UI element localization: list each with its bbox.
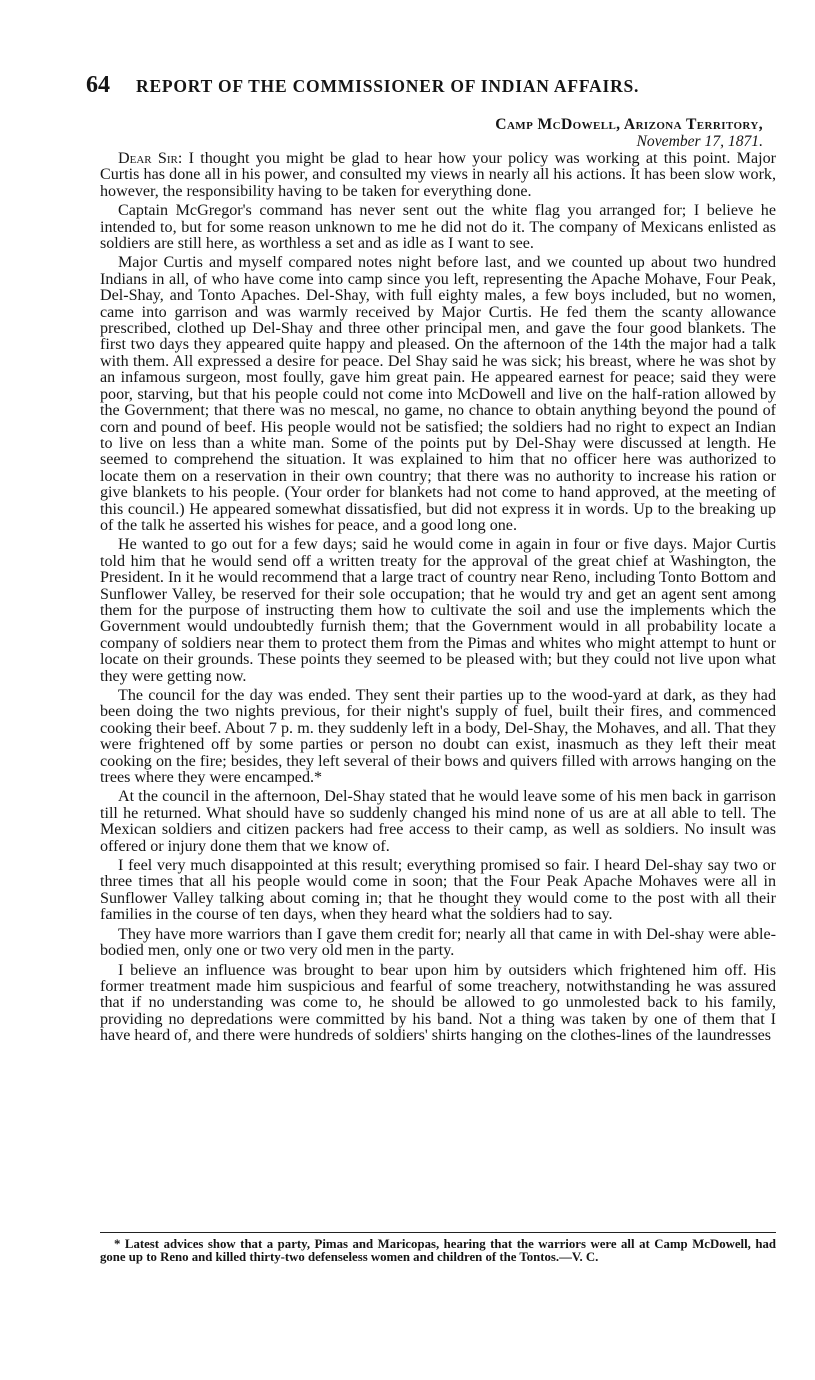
salutation: Dear Sir: xyxy=(118,150,183,167)
body-paragraph: I believe an influence was brought to bear upon him by outsiders which frightened him off. His former treatment made him suspicious and fearful of some treachery, notwithstanding he was assured that if no understanding was come to, he should be allowed to go unmolested back to his family, providing no depredations were committed by his band. Not a thing was taken by one of them that I have heard of, and there were hundreds of soldiers' shirts hanging on the clothes-lines of the laundresses xyxy=(100,961,776,1045)
page-header xyxy=(86,72,776,100)
footnote xyxy=(100,1238,776,1264)
letter-place: Camp McDowell, Arizona Territory, xyxy=(495,116,763,133)
body-paragraph: At the council in the afternoon, Del-Shay stated that he would leave some of his men back in garrison till he returned. What should have so suddenly changed his mind none of us are at all able to tell. The Mexican soldiers and citizen packers had free access to their camp, as well as soldiers. No insult was offered or injury done them that we know of. xyxy=(100,788,776,855)
body-paragraph: The council for the day was ended. They sent their parties up to the wood-yard at dark, as they had been doing the two nights previous, for their night's supply of fuel, built their fires, and commenced cooking their beef. About 7 p. m. they suddenly left in a body, Del-Shay, the Mohaves, and all. That they were frightened off by some parties or person no doubt can exist, inasmuch as they left their meat cooking on the fire; besides, they left several of their bows and quivers filled with arrows hanging on the trees where they were encamped.* xyxy=(100,687,776,787)
body-paragraph: I feel very much disappointed at this result; everything promised so fair. I heard Del-shay say two or three times that all his people would come in soon; that the Four Peak Apache Mohaves were all in Sunflower Valley talking about coming in; that he thought they would come to the post with all their families in the course of ten days, when they heard what the soldiers had to say. xyxy=(100,857,776,924)
footnote-text: * Latest advices show that a party, Pimas and Maricopas, hearing that the warriors were all at Camp McDowell, had gone up to Reno and killed thirty-two defenseless women and children of the Tontos.—V. C. xyxy=(100,1237,776,1264)
page-number: 64 xyxy=(86,72,110,98)
footnote-rule xyxy=(100,1232,776,1233)
running-title: REPORT OF THE COMMISSIONER OF INDIAN AFFAIRS. xyxy=(136,76,640,96)
body-paragraph xyxy=(100,151,776,200)
letter-dateline xyxy=(495,116,763,150)
body-paragraph: They have more warriors than I gave them credit for; nearly all that came in with Del-shay were able-bodied men, only one or two very old men in the party. xyxy=(100,925,776,960)
letter-date: November 17, 1871. xyxy=(636,133,763,150)
letter-body xyxy=(100,151,776,1048)
body-paragraph: He wanted to go out for a few days; said he would come in again in four or five days. Major Curtis told him that he would send off a written treaty for the approval of the great chief at Washington, the President. In it he would recommend that a large tract of country near Reno, including Tonto Bottom and Sunflower Valley, be reserved for their sole occupation; that he would try and get an agent sent among them for the purpose of instructing them how to cultivate the soil and use the implements which the Government would undoubtedly furnish them; that the Government would in all probability locate a company of soldiers near them to protect them from the Pimas and whites who might attempt to hunt or locate on their grounds. These points they seemed to be pleased with; but they could not live upon what they were getting now. xyxy=(100,536,776,685)
body-paragraph: Major Curtis and myself compared notes night before last, and we counted up about two hundred Indians in all, of who have come into camp since you left, representing the Apache Mohave, Four Peak, Del-Shay, and Tonto Apaches. Del-Shay, with full eighty males, a few boys included, but no women, came into garrison and was warmly received by Major Curtis. He fed them the scanty allowance prescribed, clothed up Del-Shay and three other principal men, and gave the four good blankets. The first two days they appeared quite happy and pleased. On the afternoon of the 14th the major had a talk with them. All expressed a desire for peace. Del Shay said he was sick; his breast, where he was shot by an infamous surgeon, most foully, gave him great pain. He appeared earnest for peace; said they were poor, starving, but that his people could not come into McDowell and live on the half-ration allowed by the Government; that there was no mescal, no game, no chance to obtain anything beyond the pound of corn and pound of beef. His people would not be satisfied; the soldiers had no right to expect an Indian to live on less than a white man. Some of the points put by Del-Shay were discussed at length. He seemed to comprehend the situation. It was explained to him that no officer here was authorized to locate them on a reservation in their own country; that there was no authority to increase his ration or give blankets to his people. (Your order for blankets had not come to hand approved, at the meeting of this council.) He appeared somewhat dissatisfied, but did not express it in words. Up to the breaking up of the talk he asserted his wishes for peace, and a good long one. xyxy=(100,254,776,534)
body-paragraph: Captain McGregor's command has never sent out the white flag you arranged for; I believe he intended to, but for some reason unknown to me he did not do it. The company of Mexicans enlisted as soldiers are still here, as worthless a set and as idle as I want to see. xyxy=(100,202,776,253)
paragraph-text: I thought you might be glad to hear how your policy was working at this point. Major Curtis has done all in his power, and consulted my views in nearly all his actions. It has been slow work, however, the responsibility having to be taken for everything done. xyxy=(100,150,777,200)
